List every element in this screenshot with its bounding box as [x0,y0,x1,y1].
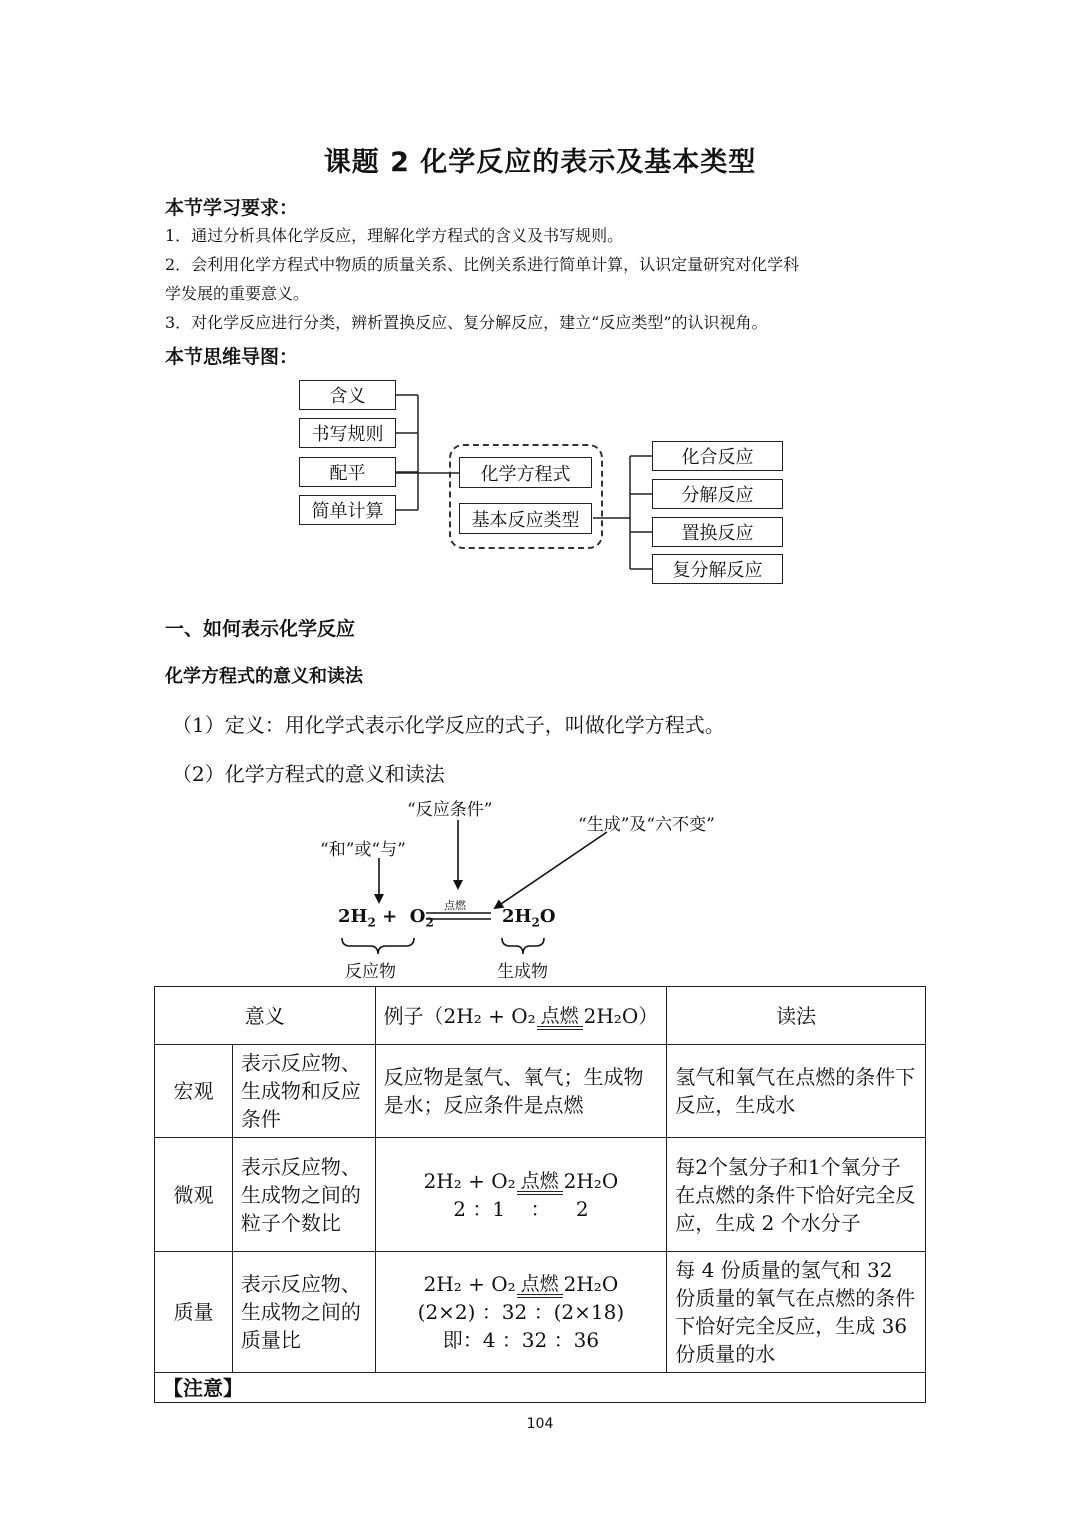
eq-left: 2H₂ + O₂ [423,1168,516,1193]
eq-right: 2H₂O [563,1272,619,1296]
note-label: 【注意】 [155,1373,926,1403]
mass-ratio-simplified: 即：4 ：32 ：36 [442,1328,600,1352]
requirement-item-3: 3．对化学反应进行分类，辨析置换反应、复分解反应，建立“反应类型”的认识视角。 [165,313,768,332]
mindmap-node-displacement: 置换反应 [652,517,783,547]
row-reading: 氢气和氧气在点燃的条件下反应，生成水 [667,1045,926,1138]
row-name: 微观 [155,1138,233,1252]
page-number: 104 [526,1416,554,1432]
table-row [155,1138,926,1252]
mindmap-node-reaction-types: 基本反应类型 [459,503,592,534]
header-example-left: 例子（2H₂ + O₂ [383,1003,536,1028]
eq-left: 2H₂ + O₂ [423,1272,516,1296]
mindmap-node-simple-calc: 简单计算 [299,495,396,525]
mindmap-heading: 本节思维导图： [165,346,299,368]
definition-line: （1）定义：用化学式表示化学反应的式子，叫做化学方程式。 [172,713,725,737]
meaning-table [154,986,926,1403]
mindmap-node-writing-rules: 书写规则 [299,418,396,448]
header-example [375,987,667,1045]
row-example [375,1252,667,1373]
mindmap-node-decomposition: 分解反应 [652,479,783,509]
mindmap-node-combination: 化合反应 [652,441,783,471]
table-note-row [155,1373,926,1403]
header-meaning: 意义 [155,987,376,1045]
mindmap-node-chemical-equation: 化学方程式 [459,457,592,488]
label-and-or: “和”或“与” [320,840,406,860]
row-reading: 每2个氢分子和1个氧分子在点燃的条件下恰好完全反应，生成 2 个水分子 [667,1138,926,1252]
page-title: 课题 2 化学反应的表示及基本类型 [323,147,757,178]
eq-arrow [516,1274,564,1298]
label-generate-six-unchanged: “生成”及“六不变” [578,815,715,835]
row-example [375,1138,667,1252]
label-reaction-condition: “反应条件” [407,800,493,820]
eq-arrow [516,1171,564,1195]
requirement-item-2: 2．会利用化学方程式中物质的质量关系、比例关系进行简单计算，认识定量研究对化学科 [165,255,800,274]
requirement-item-1: 1．通过分析具体化学反应，理解化学方程式的含义及书写规则。 [165,226,624,245]
table-header-row [155,987,926,1045]
row-desc: 表示反应物、生成物之间的质量比 [232,1252,375,1373]
header-example-cond: 点燃 [540,1004,579,1027]
equation-right: $2H_2O$ [502,906,556,930]
mindmap [0,0,1080,600]
equation-condition: 点燃 [444,899,466,912]
row-example: 反应物是氢气、氧气；生成物是水；反应条件是点燃 [375,1045,667,1138]
requirements-heading: 本节学习要求： [165,197,299,219]
eq-right: 2H₂O [563,1168,619,1193]
row-name: 质量 [155,1252,233,1373]
reactants-label: 反应物 [345,962,396,982]
eq-cond: 点燃 [520,1273,559,1295]
section-heading: 一、如何表示化学反应 [165,618,356,640]
products-label: 生成物 [497,962,548,982]
eq-cond: 点燃 [520,1169,559,1192]
section-subheading: 化学方程式的意义和读法 [165,666,363,687]
header-example-right: 2H₂O） [583,1003,659,1028]
meaning-title-line: （2）化学方程式的意义和读法 [172,762,445,786]
row-desc: 表示反应物、生成物和反应条件 [232,1045,375,1138]
ratio-line: 2 ：1 ： 2 [453,1196,589,1221]
row-reading: 每 4 份质量的氢气和 32 份质量的氧气在点燃的条件下恰好完全反应，生成 36 份质量的水 [667,1252,926,1373]
mass-ratio-line: (2×2) ：32 ：(2×18) [417,1300,625,1324]
mindmap-node-meaning: 含义 [299,380,396,410]
mindmap-node-balancing: 配平 [299,457,396,487]
equation-left: $2H_2 + O_2$ [338,906,434,930]
requirement-item-2-cont: 学发展的重要意义。 [165,284,310,303]
table-row [155,1252,926,1373]
row-desc: 表示反应物、生成物之间的粒子个数比 [232,1138,375,1252]
row-name: 宏观 [155,1045,233,1138]
table-row [155,1045,926,1138]
mindmap-node-double-decomposition: 复分解反应 [652,554,783,584]
header-example-arrow [536,1006,584,1030]
header-reading: 读法 [667,987,926,1045]
